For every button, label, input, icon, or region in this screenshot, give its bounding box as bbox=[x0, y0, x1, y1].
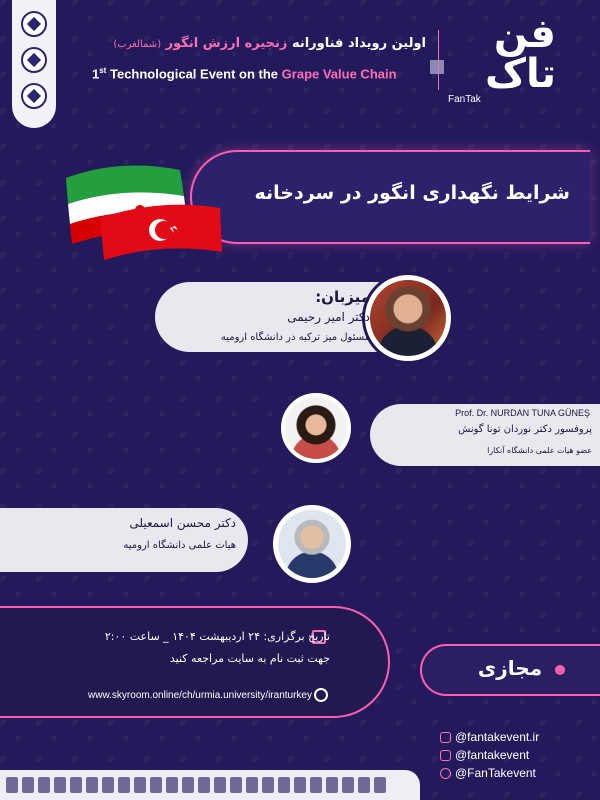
sponsor-logo-icon bbox=[374, 777, 386, 793]
sponsor-logo-icon bbox=[86, 777, 98, 793]
sponsor-logo-icon bbox=[294, 777, 306, 793]
sponsor-logo-icon bbox=[278, 777, 290, 793]
telegram-icon bbox=[440, 768, 451, 779]
sponsor-logo-icon bbox=[342, 777, 354, 793]
sponsor-logo-icon bbox=[102, 777, 114, 793]
event-title-en: 1st Technological Event on the Grape Value Chain bbox=[92, 66, 397, 82]
event-url-link[interactable]: www.skyroom.online/ch/urmia.university/iranturkey bbox=[88, 690, 312, 701]
social-instagram-label: @fantakevent bbox=[455, 748, 530, 762]
sponsor-logo-strip bbox=[12, 0, 56, 128]
social-web-label: @fantakevent.ir bbox=[455, 730, 540, 744]
speaker2-photo bbox=[285, 397, 347, 459]
session-title: شرایط نگهداری انگور در سردخانه bbox=[254, 182, 570, 204]
sponsor-logo-icon bbox=[326, 777, 338, 793]
globe-icon bbox=[314, 688, 328, 702]
sponsor-logo-icon bbox=[6, 777, 18, 793]
social-telegram-label: @FanTakevent bbox=[455, 766, 536, 780]
sponsor-logo-icon bbox=[38, 777, 50, 793]
sponsor-logo-icon bbox=[70, 777, 82, 793]
speaker2-role: عضو هیات علمی دانشگاه آنکارا bbox=[487, 446, 592, 455]
university-logo-icon bbox=[21, 11, 47, 37]
sponsor-footer bbox=[0, 770, 420, 800]
event-mode: مجازی bbox=[477, 656, 543, 680]
sponsor-logo-icon bbox=[54, 777, 66, 793]
social-instagram-link[interactable] bbox=[440, 748, 590, 762]
header-divider bbox=[438, 30, 439, 90]
sponsor-logo-icon bbox=[230, 777, 242, 793]
social-telegram-link[interactable] bbox=[440, 766, 590, 780]
host-label: میزبان: bbox=[315, 288, 370, 306]
fantak-logo: فن تاک FanTak bbox=[448, 11, 556, 105]
instagram-icon bbox=[440, 750, 451, 761]
sponsor-logo-icon bbox=[358, 777, 370, 793]
sponsor-logo-icon bbox=[134, 777, 146, 793]
sponsor-logo-icon bbox=[118, 777, 130, 793]
sponsor-logo-icon bbox=[150, 777, 162, 793]
network-logo-icon bbox=[21, 83, 47, 109]
sponsor-logo-icon bbox=[262, 777, 274, 793]
sponsor-logo-icon bbox=[310, 777, 322, 793]
sponsor-logo-icon bbox=[22, 777, 34, 793]
host-role: مسئول میز ترکیه در دانشگاه ارومیه bbox=[220, 332, 370, 343]
sponsor-logo-icon bbox=[214, 777, 226, 793]
social-web-link[interactable] bbox=[440, 730, 590, 744]
speaker2-name-en: Prof. Dr. NURDAN TUNA GÜNEŞ bbox=[455, 408, 590, 418]
speaker2-name-fa: پروفسور دکتر نوردان تونا گونش bbox=[458, 424, 592, 435]
event-date: تاریخ برگزاری: ۲۴ اردیبهشت ۱۴۰۴ _ ساعت ۲:۰۰ bbox=[104, 630, 330, 643]
host-photo bbox=[370, 280, 446, 356]
host-name: دکتر امیر رحیمی bbox=[287, 310, 370, 324]
pattern-square-icon bbox=[430, 60, 444, 74]
sponsor-logo-icon bbox=[166, 777, 178, 793]
registration-note: جهت ثبت نام به سایت مراجعه کنید bbox=[169, 652, 330, 665]
sponsor-logo-icon bbox=[182, 777, 194, 793]
globe-icon bbox=[440, 732, 451, 743]
organization-logo-icon bbox=[21, 47, 47, 73]
event-title-fa: اولین رویداد فناورانه زنجیره ارزش انگور (شمالغرب) bbox=[113, 36, 426, 51]
speaker3-role: هیات علمی دانشگاه ارومیه bbox=[123, 540, 236, 551]
sponsor-logo-icon bbox=[246, 777, 258, 793]
sponsor-logo-icon bbox=[198, 777, 210, 793]
speaker3-photo bbox=[278, 510, 346, 578]
speaker3-name: دکتر محسن اسمعیلی bbox=[129, 516, 236, 530]
iran-turkey-flags-icon bbox=[60, 148, 230, 260]
